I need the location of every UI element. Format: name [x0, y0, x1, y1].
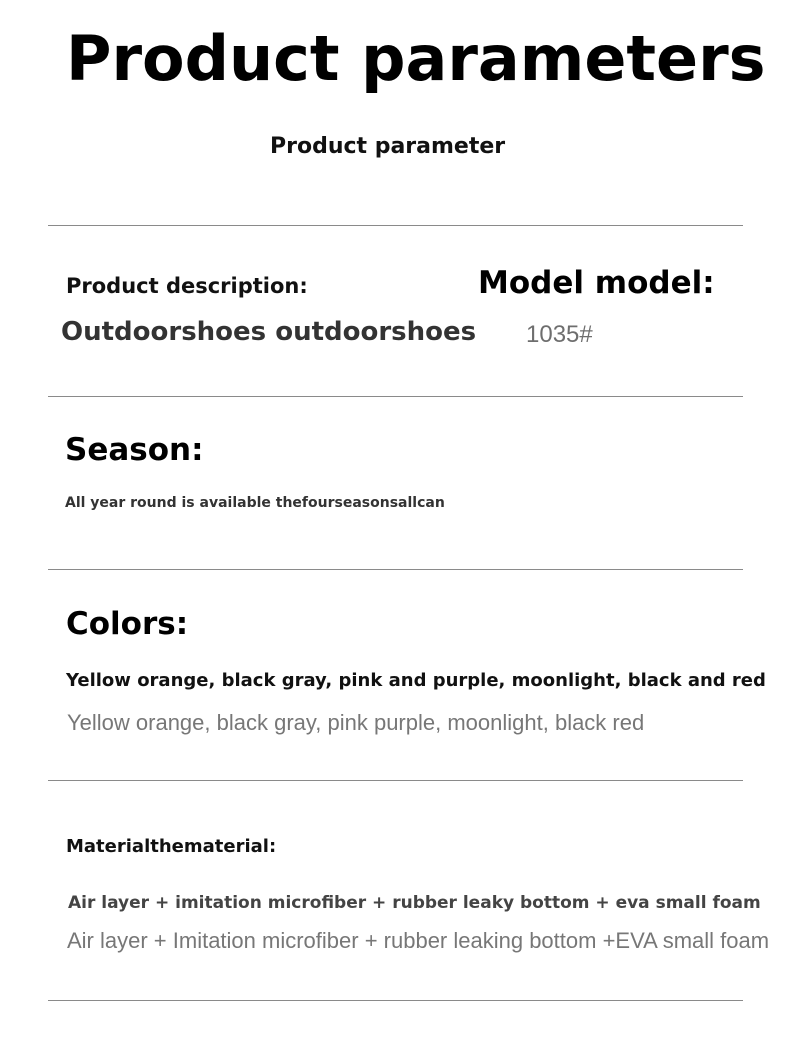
divider — [48, 396, 743, 397]
divider — [48, 569, 743, 570]
season-value: All year round is available thefourseasonsallcan — [65, 495, 445, 511]
divider — [48, 225, 743, 226]
colors-value-primary: Yellow orange, black gray, pink and purple, moonlight, black and red — [66, 670, 766, 691]
model-value: 1035# — [526, 321, 593, 348]
divider — [48, 1000, 743, 1001]
page-title: Product parameters — [66, 22, 766, 95]
material-value-secondary: Air layer + Imitation microfiber + rubber leaking bottom +EVA small foam — [67, 928, 770, 953]
model-label: Model model: — [478, 265, 715, 301]
description-value: Outdoorshoes outdoorshoes — [61, 317, 477, 347]
season-label: Season: — [65, 432, 204, 468]
colors-value-secondary: Yellow orange, black gray, pink purple, moonlight, black red — [67, 710, 645, 735]
page-subtitle: Product parameter — [270, 134, 506, 159]
material-value-primary: Air layer + imitation microfiber + rubber leaky bottom + eva small foam — [68, 893, 761, 913]
colors-label: Colors: — [66, 606, 189, 642]
description-label: Product description: — [66, 274, 308, 298]
material-label: Materialthematerial: — [66, 836, 277, 857]
divider — [48, 780, 743, 781]
